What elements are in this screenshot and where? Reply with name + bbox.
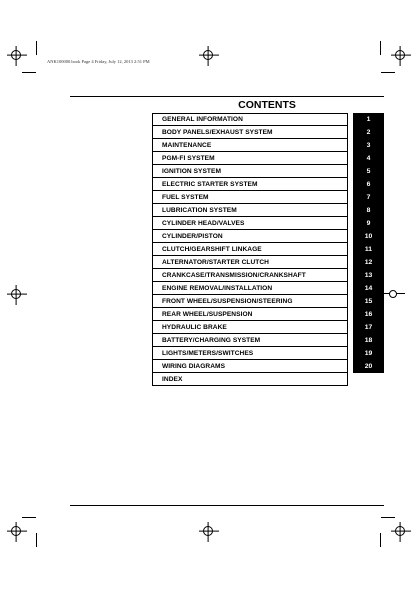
section-tab: 1 xyxy=(353,113,384,126)
toc-row[interactable] xyxy=(152,269,384,282)
page-title: CONTENTS xyxy=(238,99,296,111)
section-tab: 8 xyxy=(353,204,384,217)
toc-label: CYLINDER/PISTON xyxy=(152,230,348,243)
section-tab: 19 xyxy=(353,347,384,360)
section-tab: 15 xyxy=(353,295,384,308)
toc-label: ALTERNATOR/STARTER CLUTCH xyxy=(152,256,348,269)
toc-label: REAR WHEEL/SUSPENSION xyxy=(152,308,348,321)
section-tab-empty xyxy=(353,373,384,386)
toc-row[interactable] xyxy=(152,178,384,191)
section-tab: 7 xyxy=(353,191,384,204)
registration-mark-top-right xyxy=(395,50,405,60)
crop-mark xyxy=(22,517,36,518)
section-tab: 17 xyxy=(353,321,384,334)
toc-label: ELECTRIC STARTER SYSTEM xyxy=(152,178,348,191)
toc-label: INDEX xyxy=(152,373,348,386)
section-tab: 3 xyxy=(353,139,384,152)
toc-row[interactable] xyxy=(152,139,384,152)
registration-mark-top-left xyxy=(11,50,21,60)
toc-label: GENERAL INFORMATION xyxy=(152,113,348,126)
crop-mark xyxy=(36,533,37,547)
registration-mark-mid-left xyxy=(11,289,21,299)
toc-row[interactable] xyxy=(152,152,384,165)
toc-label: BATTERY/CHARGING SYSTEM xyxy=(152,334,348,347)
registration-mark-bottom-center xyxy=(203,526,213,536)
crop-mark xyxy=(36,41,37,55)
section-tab: 14 xyxy=(353,282,384,295)
toc-row[interactable] xyxy=(152,256,384,269)
toc-label: ENGINE REMOVAL/INSTALLATION xyxy=(152,282,348,295)
registration-mark-top-center xyxy=(203,50,213,60)
toc-label: FRONT WHEEL/SUSPENSION/STEERING xyxy=(152,295,348,308)
toc-label: MAINTENANCE xyxy=(152,139,348,152)
toc-label: CRANKCASE/TRANSMISSION/CRANKSHAFT xyxy=(152,269,348,282)
toc-row[interactable] xyxy=(152,126,384,139)
section-tab: 16 xyxy=(353,308,384,321)
section-tab: 20 xyxy=(353,360,384,373)
toc-row[interactable] xyxy=(152,347,384,360)
contents-table xyxy=(152,113,384,386)
section-tab: 18 xyxy=(353,334,384,347)
toc-row-index[interactable] xyxy=(152,373,384,386)
toc-row[interactable] xyxy=(152,360,384,373)
section-tab: 5 xyxy=(353,165,384,178)
section-tab: 9 xyxy=(353,217,384,230)
top-rule xyxy=(70,96,384,97)
toc-row[interactable] xyxy=(152,321,384,334)
crop-mark xyxy=(380,533,381,547)
toc-row[interactable] xyxy=(152,230,384,243)
toc-label: HYDRAULIC BRAKE xyxy=(152,321,348,334)
toc-label: CYLINDER HEAD/VALVES xyxy=(152,217,348,230)
toc-row[interactable] xyxy=(152,191,384,204)
toc-label: PGM-FI SYSTEM xyxy=(152,152,348,165)
section-tab: 12 xyxy=(353,256,384,269)
crop-mark xyxy=(380,41,381,55)
toc-row[interactable] xyxy=(152,282,384,295)
toc-row[interactable] xyxy=(152,308,384,321)
toc-row[interactable] xyxy=(152,113,384,126)
toc-label: FUEL SYSTEM xyxy=(152,191,348,204)
print-slug: ANK100000.book Page 4 Friday, July 12, 2013 2:51 PM xyxy=(47,59,150,64)
toc-row[interactable] xyxy=(152,217,384,230)
registration-mark-bottom-left xyxy=(11,526,21,536)
registration-mark-bottom-right xyxy=(395,526,405,536)
toc-label: WIRING DIAGRAMS xyxy=(152,360,348,373)
section-tab: 2 xyxy=(353,126,384,139)
toc-label: LIGHTS/METERS/SWITCHES xyxy=(152,347,348,360)
toc-row[interactable] xyxy=(152,204,384,217)
crop-mark xyxy=(22,72,36,73)
section-tab: 11 xyxy=(353,243,384,256)
toc-row[interactable] xyxy=(152,165,384,178)
toc-label: CLUTCH/GEARSHIFT LINKAGE xyxy=(152,243,348,256)
section-tab: 4 xyxy=(353,152,384,165)
crop-mark xyxy=(381,517,395,518)
section-tab: 13 xyxy=(353,269,384,282)
toc-label: IGNITION SYSTEM xyxy=(152,165,348,178)
crop-mark xyxy=(381,72,395,73)
toc-row[interactable] xyxy=(152,295,384,308)
section-tab: 10 xyxy=(353,230,384,243)
toc-label: BODY PANELS/EXHAUST SYSTEM xyxy=(152,126,348,139)
toc-row[interactable] xyxy=(152,243,384,256)
bottom-rule xyxy=(70,505,384,506)
tab-registration-circle xyxy=(389,290,397,298)
toc-label: LUBRICATION SYSTEM xyxy=(152,204,348,217)
section-tab: 6 xyxy=(353,178,384,191)
toc-row[interactable] xyxy=(152,334,384,347)
